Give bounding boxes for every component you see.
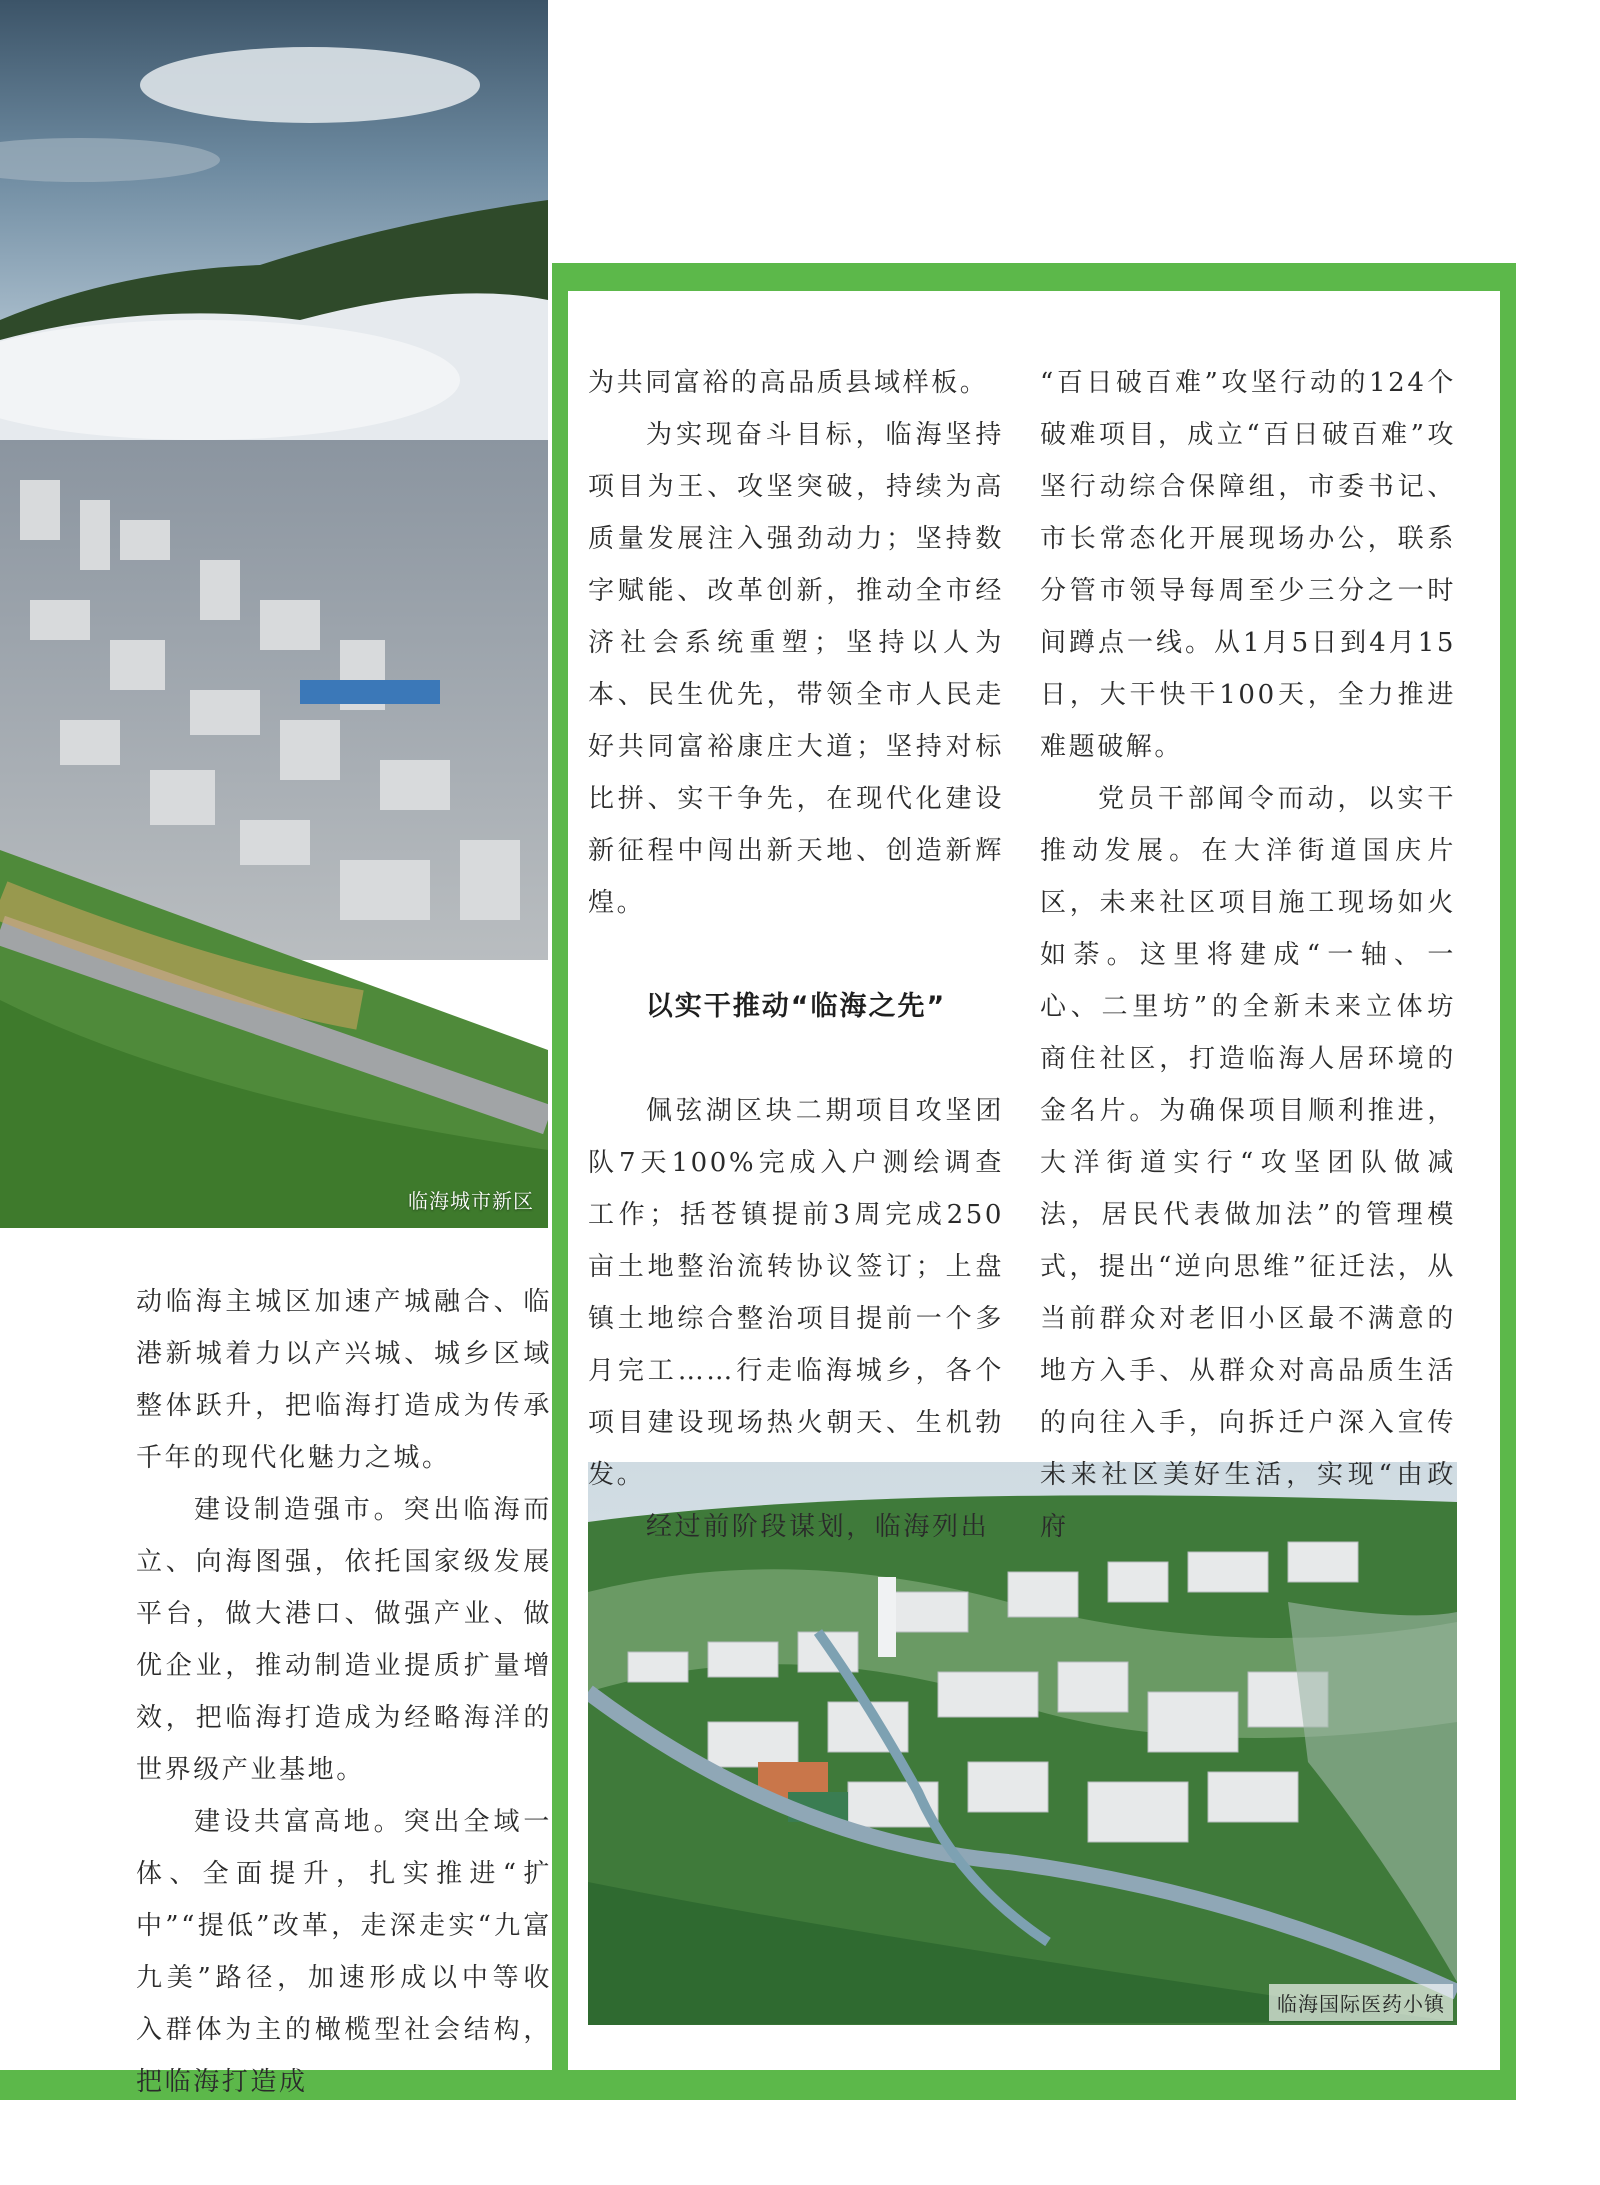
city-aerial-illustration [0,0,548,1228]
paragraph: 动临海主城区加速产城融合、临港新城着力以产兴城、城乡区域整体跃升，把临海打造成为传承千年的现代化魅力之城。 [136,1287,552,1473]
paragraph: 为共同富裕的高品质县域样板。 [588,368,989,398]
paragraph: 建设共富高地。突出全域一体、全面提升，扎实推进“扩中”“提低”改革，走深走实“九富九美”路径，加速形成以中等收入群体为主的橄榄型社会结构，把临海打造成 [136,1807,552,2097]
paragraph: 党员干部闻令而动，以实干推动发展。在大洋街道国庆片区，未来社区项目施工现场如火如荼。这里将建成“一轴、一心、二里坊”的全新未来立体坊商住社区，打造临海人居环境的金名片。为确保项目顺利推进，大洋街道实行“攻坚团队做减法，居民代表做加法”的管理模式，提出“逆向思维”征迁法，从当前群众对老旧小区最不满意的地方入手、从群众对高品质生活的向往入手，向拆迁户深入宣传未来社区美好生活，实现“由政府 [1040,784,1456,1542]
paragraph: 经过前阶段谋划，临海列出 [646,1512,990,1542]
photo-caption: 临海国际医药小镇 [1269,1984,1453,2021]
right-column [1040,357,1456,1553]
middle-column [588,357,1004,1553]
paragraph: “百日破百难”攻坚行动的124个破难项目，成立“百日破百难”攻坚行动综合保障组，市委书记、市长常态化开展现场办公，联系分管市领导每周至少三分之一时间蹲点一线。从1月5日到4月15日，大干快干100天，全力推进难题破解。 [1040,368,1456,762]
photo-caption: 临海城市新区 [408,1189,534,1213]
city-new-district-photo [0,0,548,1228]
left-column [136,1276,552,2108]
paragraph: 建设制造强市。突出临海而立、向海图强，依托国家级发展平台，做大港口、做强产业、做优企业，推动制造业提质扩量增效，把临海打造成为经略海洋的世界级产业基地。 [136,1495,552,1785]
paragraph: 佩弦湖区块二期项目攻坚团队7天100%完成入户测绘调查工作；括苍镇提前3周完成250亩土地整治流转协议签订；上盘镇土地综合整治项目提前一个多月完工……行走临海城乡，各个项目建设现场热火朝天、生机勃发。 [588,1096,1004,1490]
paragraph: 为实现奋斗目标，临海坚持项目为王、攻坚突破，持续为高质量发展注入强劲动力；坚持数字赋能、改革创新，推动全市经济社会系统重塑；坚持以人为本、民生优先，带领全市人民走好共同富裕康庄大道；坚持对标比拼、实干争先，在现代化建设新征程中闯出新天地、创造新辉煌。 [588,420,1004,918]
section-heading: 以实干推动“临海之先” [645,991,947,1022]
